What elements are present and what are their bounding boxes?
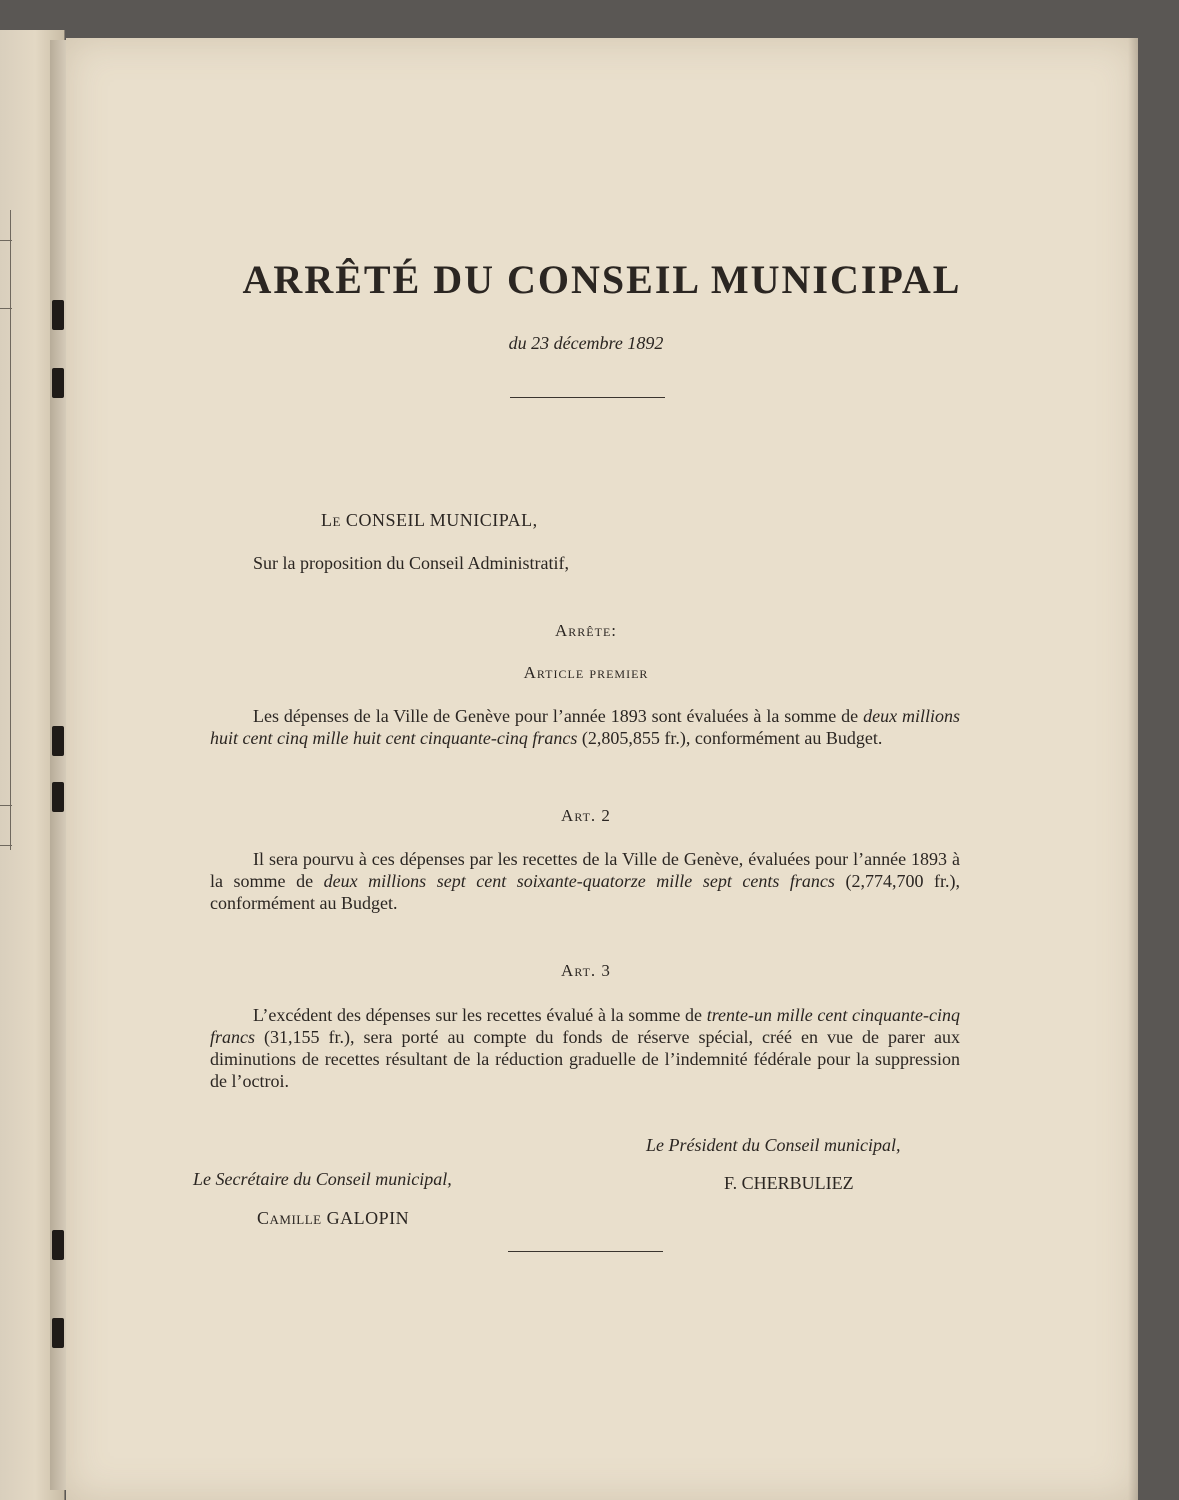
- president-title: Le Président du Conseil municipal,: [646, 1135, 901, 1155]
- title-divider: [510, 397, 665, 398]
- article-1-text-part: Les dépenses de la Ville de Genève pour l’année 1893 sont évaluées à la somme de: [253, 706, 864, 726]
- previous-page-rule: [0, 240, 12, 241]
- page-title: ARRÊTÉ DU CONSEIL MUNICIPAL: [242, 257, 962, 302]
- closing-divider: [508, 1251, 663, 1252]
- article-1-amount-words: deux millions huit cent cinq mille huit cent cinquante-cinq francs: [210, 706, 960, 748]
- binding-hole: [52, 1230, 64, 1260]
- previous-page-rule: [0, 845, 12, 846]
- binding-hole: [52, 726, 64, 756]
- document-page: [66, 38, 1138, 1500]
- secretary-name: Camille GALOPIN: [257, 1208, 410, 1228]
- president-name: F. CHERBULIEZ: [724, 1173, 854, 1193]
- article-2-amount-words: deux millions sept cent soixante-quatorze mille sept cents francs: [323, 871, 835, 891]
- previous-page-rule: [0, 308, 12, 309]
- decision-heading: Arrête:: [555, 621, 617, 640]
- article-3-text-part: L’excédent des dépenses sur les recettes évalué à la somme de: [253, 1005, 707, 1025]
- article-3-amount-words: trente-un mille cent cinquante-cinq francs: [210, 1005, 961, 1047]
- previous-page-rule: [0, 805, 12, 806]
- preamble-proposition: Sur la proposition du Conseil Administratif,: [253, 553, 569, 573]
- article-1-heading: Article premier: [523, 663, 649, 682]
- article-2-text-part: (2,774,700 fr.), conformément au Budget.: [210, 871, 960, 913]
- article-3-text-part: (31,155 fr.), sera porté au compte du fonds de réserve spécial, créé en vue de parer aux diminutions de recettes résultant de la réduction graduelle de l’indemnité fédérale pour la suppression de l’octroi.: [210, 1027, 960, 1091]
- article-1-text: [210, 705, 960, 749]
- document-date: du 23 décembre 1892: [508, 333, 664, 353]
- article-2-text: [210, 848, 960, 914]
- binding-hole: [52, 1318, 64, 1348]
- article-2-text-part: Il sera pourvu à ces dépenses par les recettes de la Ville de Genève, évaluées pour l’année 1893 à la somme de: [210, 849, 960, 891]
- article-2-heading: Art. 2: [561, 806, 611, 825]
- binding-hole: [52, 368, 64, 398]
- article-3-text: [210, 1004, 960, 1092]
- secretary-title: Le Secrétaire du Conseil municipal,: [193, 1169, 452, 1189]
- binding-hole: [52, 782, 64, 812]
- previous-page-rule: [10, 210, 11, 850]
- binding-hole: [52, 300, 64, 330]
- article-1-text-part: (2,805,855 fr.), conformément au Budget.: [577, 728, 883, 748]
- article-3-heading: Art. 3: [561, 961, 611, 980]
- preamble-body: Le CONSEIL MUNICIPAL,: [321, 510, 538, 530]
